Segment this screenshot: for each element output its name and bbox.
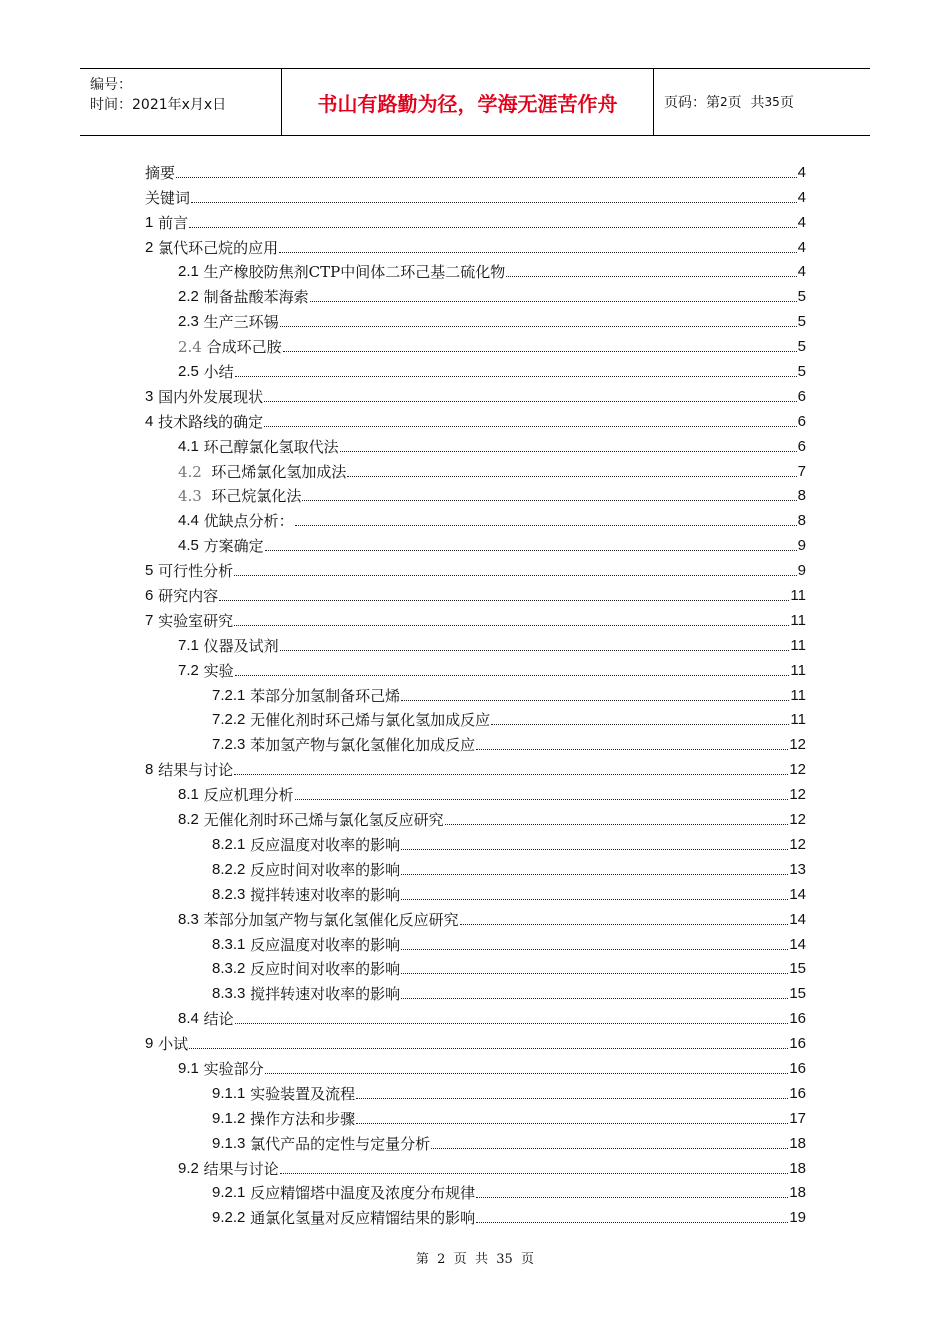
toc-entry-number: 4.2 (178, 462, 202, 481)
toc-entry-page: 15 (789, 985, 806, 1003)
toc-dot-leader (235, 375, 797, 377)
toc-entry[interactable] (145, 332, 806, 357)
toc-entry-title: 环己烷氯化法 (206, 487, 302, 506)
toc-entry-number: 2.1 (178, 263, 199, 281)
toc-entry[interactable] (145, 880, 806, 905)
toc-dot-leader (279, 251, 797, 253)
toc-entry-page: 9 (797, 562, 806, 580)
toc-entry-title: 无催化剂时环己烯与氯化氢加成反应 (250, 711, 491, 730)
toc-entry-title: 氯代产品的定性与定量分析 (250, 1134, 431, 1153)
toc-entry-number: 8.3.2 (212, 960, 246, 978)
toc-entry-title: 实验部分 (203, 1059, 264, 1078)
toc-entry-page: 13 (789, 860, 806, 878)
toc-entry[interactable] (145, 208, 806, 233)
toc-entry-number: 2.3 (178, 313, 199, 331)
toc-entry-page: 14 (789, 910, 806, 928)
toc-dot-leader (264, 400, 797, 402)
toc-entry[interactable] (145, 979, 806, 1004)
toc-entry-number: 8.3.1 (212, 935, 246, 953)
toc-entry-number: 9.2 (178, 1159, 199, 1177)
table-of-contents (145, 158, 806, 1228)
toc-entry-page: 12 (789, 736, 806, 754)
toc-entry[interactable] (145, 506, 806, 531)
toc-entry-number: 8.2 (178, 811, 199, 829)
toc-entry-number: 8.2.2 (212, 860, 246, 878)
toc-entry-page: 6 (797, 387, 806, 405)
toc-entry[interactable] (145, 407, 806, 432)
toc-entry-title: 国内外发展现状 (158, 387, 264, 406)
toc-entry[interactable] (145, 755, 806, 780)
toc-entry[interactable] (145, 730, 806, 755)
toc-entry-title: 操作方法和步骤 (250, 1109, 356, 1128)
toc-entry-number: 9.1 (178, 1059, 199, 1077)
toc-entry-page: 12 (789, 835, 806, 853)
toc-dot-leader (401, 972, 788, 974)
toc-entry-number: 2.2 (178, 288, 199, 306)
toc-dot-leader (234, 574, 797, 576)
toc-entry-page: 4 (797, 263, 806, 281)
toc-entry-title: 无催化剂时环己烯与氯化氢反应研究 (203, 811, 444, 830)
number-label: 编号： (90, 77, 132, 93)
toc-entry-page: 11 (790, 587, 806, 605)
toc-dot-leader (295, 798, 789, 800)
toc-entry-number: 8.3.3 (212, 985, 246, 1003)
toc-dot-leader (340, 450, 797, 452)
toc-entry-number: 3 (145, 387, 154, 405)
toc-entry-title: 前言 (158, 213, 189, 232)
toc-entry-page: 7 (797, 462, 806, 480)
toc-entry-number: 8.1 (178, 786, 199, 804)
toc-entry-number: 9.1.1 (212, 1084, 246, 1102)
toc-entry-title: 技术路线的确定 (158, 412, 264, 431)
toc-entry-title: 环己烯氯化氢加成法 (206, 462, 347, 481)
toc-entry-page: 5 (797, 288, 806, 306)
toc-entry[interactable] (145, 531, 806, 556)
header-page-info (654, 69, 870, 135)
toc-entry-number: 7 (145, 611, 154, 629)
toc-entry[interactable] (145, 1029, 806, 1054)
toc-entry-title: 通氯化氢量对反应精馏结果的影响 (250, 1209, 476, 1228)
toc-dot-leader (191, 201, 797, 203)
toc-entry-page: 18 (789, 1184, 806, 1202)
toc-dot-leader (189, 1047, 788, 1049)
toc-entry[interactable] (145, 158, 806, 183)
toc-entry-page: 16 (789, 1059, 806, 1077)
toc-entry[interactable] (145, 830, 806, 855)
toc-dot-leader (189, 226, 797, 228)
toc-entry[interactable] (145, 606, 806, 631)
toc-entry-title: 实验装置及流程 (250, 1084, 356, 1103)
toc-entry-number: 7.2 (178, 661, 199, 679)
toc-entry-title: 环己醇氯化氢取代法 (203, 437, 339, 456)
toc-entry-page: 11 (790, 711, 806, 729)
toc-entry-page: 14 (789, 885, 806, 903)
toc-entry[interactable] (145, 581, 806, 606)
page-mid: 页 共 (727, 95, 765, 111)
toc-entry-page: 16 (789, 1010, 806, 1028)
toc-entry-number: 8 (145, 761, 154, 779)
toc-entry-number: 5 (145, 562, 154, 580)
time-label: 时间：2021年x月x日 (90, 97, 227, 113)
toc-dot-leader (401, 948, 788, 950)
toc-entry-title: 可行性分析 (158, 562, 234, 581)
toc-entry-number: 7.2.1 (212, 686, 246, 704)
toc-entry-page: 16 (789, 1035, 806, 1053)
toc-entry-number: 8.2.3 (212, 885, 246, 903)
toc-entry-title: 研究内容 (158, 587, 219, 606)
toc-entry-title: 小结 (203, 363, 234, 382)
toc-dot-leader (476, 1196, 788, 1198)
toc-entry-page: 4 (797, 188, 806, 206)
toc-entry[interactable] (145, 681, 806, 706)
toc-entry[interactable] (145, 1129, 806, 1154)
toc-entry-number: 8.2.1 (212, 835, 246, 853)
toc-entry-page: 12 (789, 761, 806, 779)
toc-entry-number: 4.3 (178, 487, 202, 506)
toc-entry-page: 9 (797, 537, 806, 555)
toc-dot-leader (234, 624, 789, 626)
toc-dot-leader (460, 923, 789, 925)
toc-entry[interactable] (145, 1104, 806, 1129)
toc-entry-page: 6 (797, 437, 806, 455)
toc-entry-number: 7.2.3 (212, 736, 246, 754)
toc-dot-leader (264, 425, 797, 427)
toc-entry[interactable] (145, 930, 806, 955)
toc-entry-title: 搅拌转速对收率的影响 (250, 985, 401, 1004)
toc-entry-title: 苯部分加氢产物与氯化氢催化反应研究 (203, 910, 459, 929)
toc-entry-title: 苯部分加氢制备环己烯 (250, 686, 401, 705)
toc-entry-number: 2.4 (178, 338, 202, 357)
toc-entry-number: 1 (145, 213, 154, 231)
toc-entry-number: 4.5 (178, 537, 199, 555)
toc-entry[interactable] (145, 905, 806, 930)
toc-entry-title: 制备盐酸苯海索 (203, 288, 309, 307)
toc-dot-leader (401, 898, 788, 900)
toc-entry[interactable] (145, 656, 806, 681)
toc-entry[interactable] (145, 282, 806, 307)
toc-dot-leader (310, 300, 797, 302)
toc-entry-number: 7.1 (178, 636, 199, 654)
toc-entry-title: 合成环己胺 (206, 338, 282, 357)
toc-dot-leader (356, 1097, 788, 1099)
toc-entry-title: 反应时间对收率的影响 (250, 860, 401, 879)
toc-entry[interactable] (145, 357, 806, 382)
header-left-cell (80, 69, 282, 135)
toc-entry-number: 9.1.2 (212, 1109, 246, 1127)
toc-entry-page: 5 (797, 338, 806, 356)
toc-entry-title: 生产三环锡 (203, 313, 279, 332)
toc-entry[interactable] (145, 955, 806, 980)
toc-entry-title: 结果与讨论 (203, 1159, 279, 1178)
toc-entry[interactable] (145, 631, 806, 656)
toc-entry[interactable] (145, 457, 806, 482)
toc-dot-leader (280, 325, 797, 327)
toc-dot-leader (401, 848, 788, 850)
toc-entry[interactable] (145, 307, 806, 332)
toc-dot-leader (295, 524, 797, 526)
toc-entry[interactable] (145, 1179, 806, 1204)
toc-entry-page: 12 (789, 786, 806, 804)
toc-entry-page: 19 (789, 1209, 806, 1227)
toc-entry-title: 反应机理分析 (203, 786, 294, 805)
toc-entry[interactable] (145, 780, 806, 805)
toc-entry-title: 反应温度对收率的影响 (250, 935, 401, 954)
toc-entry-page: 4 (797, 163, 806, 181)
toc-dot-leader (491, 723, 789, 725)
toc-entry-page: 14 (789, 935, 806, 953)
toc-entry-title: 摘要 (145, 163, 176, 182)
toc-entry-number: 4.1 (178, 437, 199, 455)
toc-entry[interactable] (145, 382, 806, 407)
toc-entry-page: 11 (790, 686, 806, 704)
toc-dot-leader (431, 1147, 788, 1149)
toc-entry-title: 氯代环己烷的应用 (158, 238, 279, 257)
toc-entry[interactable] (145, 855, 806, 880)
toc-dot-leader (356, 1122, 788, 1124)
toc-entry-page: 16 (789, 1084, 806, 1102)
toc-entry-page: 5 (797, 313, 806, 331)
toc-dot-leader (176, 176, 797, 178)
toc-entry-title: 结论 (203, 1010, 234, 1029)
toc-entry-title: 生产橡胶防焦剂CTP中间体二环己基二硫化物 (203, 263, 506, 282)
toc-dot-leader (401, 873, 788, 875)
page-current: 2 (720, 95, 728, 109)
toc-entry[interactable] (145, 805, 806, 830)
toc-entry-number: 4 (145, 412, 154, 430)
toc-entry-title: 结果与讨论 (158, 761, 234, 780)
toc-entry[interactable] (145, 233, 806, 258)
toc-entry-title: 实验室研究 (158, 611, 234, 630)
toc-entry-title: 仪器及试剂 (203, 636, 279, 655)
toc-dot-leader (280, 1172, 789, 1174)
toc-entry[interactable] (145, 432, 806, 457)
toc-dot-leader (302, 499, 796, 501)
toc-dot-leader (265, 549, 797, 551)
toc-dot-leader (280, 649, 790, 651)
toc-entry-title: 方案确定 (203, 537, 264, 556)
toc-entry-number: 8.3 (178, 910, 199, 928)
toc-dot-leader (283, 350, 797, 352)
page-prefix: 页码：第 (664, 95, 720, 111)
toc-entry[interactable] (145, 556, 806, 581)
toc-entry-page: 6 (797, 412, 806, 430)
toc-entry-title: 优缺点分析： (203, 512, 294, 531)
page-footer: 第 2 页 共 35 页 (415, 1252, 535, 1267)
toc-entry-number: 9 (145, 1035, 154, 1053)
toc-entry[interactable] (145, 183, 806, 208)
toc-entry-title: 反应精馏塔中温度及浓度分布规律 (250, 1184, 476, 1203)
toc-entry-number: 2.5 (178, 363, 199, 381)
toc-dot-leader (347, 475, 796, 477)
toc-dot-leader (265, 1072, 789, 1074)
toc-entry-page: 11 (790, 611, 806, 629)
toc-entry[interactable] (145, 1079, 806, 1104)
toc-entry-page: 18 (789, 1134, 806, 1152)
page-total: 35 (764, 95, 780, 109)
toc-entry[interactable] (145, 258, 806, 283)
toc-entry-page: 15 (789, 960, 806, 978)
toc-dot-leader (401, 699, 789, 701)
toc-entry[interactable] (145, 1004, 806, 1029)
toc-entry[interactable] (145, 1203, 806, 1228)
toc-entry-title: 苯加氢产物与氯化氢催化加成反应 (250, 736, 476, 755)
toc-entry-page: 4 (797, 238, 806, 256)
toc-entry-number: 7.2.2 (212, 711, 246, 729)
toc-entry-title: 实验 (203, 661, 234, 680)
toc-entry-number: 9.1.3 (212, 1134, 246, 1152)
page-header (80, 68, 870, 136)
toc-dot-leader (235, 674, 790, 676)
toc-entry-number: 4.4 (178, 512, 199, 530)
toc-entry-page: 11 (790, 661, 806, 679)
toc-entry[interactable] (145, 1054, 806, 1079)
toc-dot-leader (445, 823, 789, 825)
toc-entry-number: 2 (145, 238, 154, 256)
toc-entry-title: 搅拌转速对收率的影响 (250, 885, 401, 904)
toc-dot-leader (476, 1221, 788, 1223)
header-motto: 书山有路勤为径，学海无涯苦作舟 (282, 69, 654, 135)
toc-dot-leader (401, 997, 788, 999)
toc-entry-page: 4 (797, 213, 806, 231)
toc-entry-page: 11 (790, 636, 806, 654)
toc-entry-number: 6 (145, 587, 154, 605)
toc-dot-leader (476, 748, 788, 750)
toc-entry-title: 反应时间对收率的影响 (250, 960, 401, 979)
toc-entry-number: 8.4 (178, 1010, 199, 1028)
toc-entry-number: 9.2.2 (212, 1209, 246, 1227)
toc-entry[interactable] (145, 482, 806, 507)
toc-dot-leader (234, 773, 788, 775)
toc-entry-page: 8 (797, 512, 806, 530)
toc-entry-title: 小试 (158, 1035, 189, 1054)
toc-entry[interactable] (145, 1154, 806, 1179)
page-suffix: 页 (779, 95, 794, 111)
toc-entry-page: 5 (797, 363, 806, 381)
toc-entry-page: 18 (789, 1159, 806, 1177)
toc-entry-page: 12 (789, 811, 806, 829)
toc-dot-leader (219, 599, 789, 601)
toc-entry-title: 关键词 (145, 188, 191, 207)
toc-entry-page: 8 (797, 487, 806, 505)
toc-entry-page: 17 (789, 1109, 806, 1127)
toc-entry-title: 反应温度对收率的影响 (250, 835, 401, 854)
toc-entry-number: 9.2.1 (212, 1184, 246, 1202)
toc-entry[interactable] (145, 706, 806, 731)
toc-dot-leader (235, 1022, 789, 1024)
toc-dot-leader (506, 275, 796, 277)
